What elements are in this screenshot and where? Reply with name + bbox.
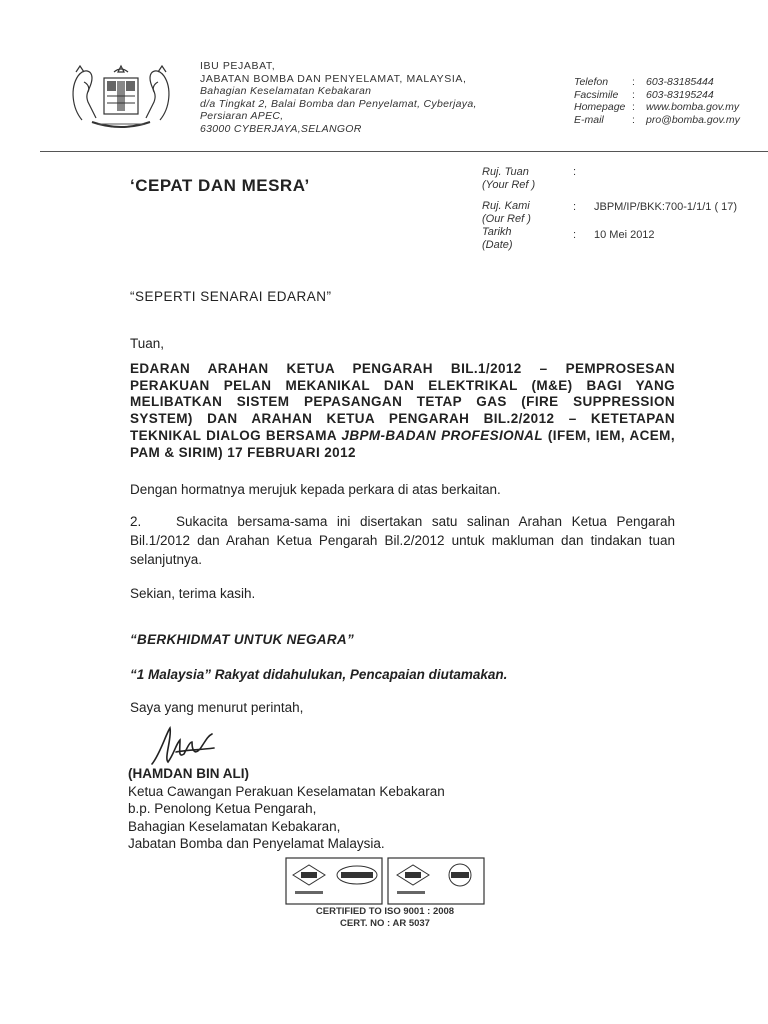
contact-row: Telefon : 603-83185444 [574, 76, 714, 88]
contact-label: E-mail [574, 113, 604, 126]
date-value: 10 Mei 2012 [594, 229, 655, 241]
your-ref-label-en: (Your Ref ) [482, 179, 536, 191]
date-label: Tarikh [482, 226, 512, 238]
contact-row: E-mail : pro@bomba.gov.my [574, 113, 740, 126]
our-ref-value: JBPM/IP/BKK:700-1/1/1 ( 17) [594, 201, 738, 213]
motto: ‘CEPAT DAN MESRA’ [130, 176, 310, 195]
subject-italic: JBPM-BADAN PROFESIONAL [341, 427, 543, 443]
contact-label: Telefon [574, 76, 609, 88]
our-ref-label: Ruj. Kami [482, 200, 530, 212]
signatory-line: b.p. Penolong Ketua Pengarah, [128, 801, 317, 817]
contact-value: 603-83195244 [646, 88, 714, 101]
signature-icon [146, 724, 218, 770]
paragraph-1: Dengan hormatnya merujuk kepada perkara di atas berkaitan. [130, 482, 501, 497]
contact-label: Homepage [574, 101, 626, 113]
sign-off: Saya yang menurut perintah, [130, 700, 304, 715]
contact-row: Facsimile : 603-83195244 [574, 88, 714, 101]
slogan-berkhidmat: “BERKHIDMAT UNTUK NEGARA” [130, 632, 354, 647]
your-ref-label: Ruj. Tuan [482, 166, 529, 178]
contact-row: Homepage : www.bomba.gov.my [574, 101, 740, 113]
certification-line: CERTIFIED TO ISO 9001 : 2008 [315, 906, 455, 917]
salutation: Tuan, [130, 336, 165, 351]
header-divider [40, 151, 768, 152]
certification-logos-icon [285, 857, 485, 905]
org-line: IBU PEJABAT, [200, 60, 276, 72]
recipient: “SEPERTI SENARAI EDARAN” [130, 289, 332, 304]
paragraph-number: 2. [130, 514, 142, 529]
organisation-header [200, 60, 477, 135]
address-line: d/a Tingkat 2, Balai Bomba dan Penyelamat, Cyberjaya, [200, 97, 477, 110]
signatory-line: Bahagian Keselamatan Kebakaran, [128, 818, 341, 834]
signatory-block [128, 765, 445, 853]
contact-value: pro@bomba.gov.my [646, 113, 740, 126]
reference-block: Ruj. Tuan (Your Ref ) : Ruj. Kami (Our Ref ) : JBPM/IP/BKK:700-1/1/1 ( 17) Tarikh (Date) : 10 Mei 2012 [482, 166, 738, 251]
closing: Sekian, terima kasih. [130, 586, 256, 601]
contact-value: www.bomba.gov.my [646, 101, 740, 113]
contact-label: Facsimile [574, 88, 619, 101]
coat-of-arms-icon [62, 58, 180, 132]
org-line: JABATAN BOMBA DAN PENYELAMAT, MALAYSIA, [200, 72, 467, 85]
address-line: Bahagian Keselamatan Kebakaran [200, 85, 372, 97]
subject-text: EDARAN ARAHAN KETUA PENGARAH BIL.1/2012 – PEMPROSESAN PERAKUAN PELAN MEKANIKAL DAN ELEKTRIKAL (M&E) BAGI YANG MELIBATKAN SISTEM PEPASANGAN TETAP GAS (FIRE SUPPRESSION SYSTEM) DAN ARAHAN KETUA PENGARAH BIL.2/2012 – KETETAPAN TEKNIKAL DIALOG BERSAMA [130, 361, 675, 443]
our-ref-label-en: (Our Ref ) [482, 213, 531, 225]
date-label-en: (Date) [482, 239, 513, 251]
slogan-1malaysia: “1 Malaysia” Rakyat didahulukan, Pencapaian diutamakan. [130, 667, 508, 682]
certification-number: CERT. NO : AR 5037 [340, 917, 430, 929]
contact-value: 603-83185444 [646, 76, 714, 88]
paragraph-2 [130, 512, 675, 569]
address-line: Persiaran APEC, [200, 110, 284, 122]
paragraph-2-text: Sukacita bersama-sama ini disertakan satu salinan Arahan Ketua Pengarah Bil.1/2012 dan Arahan Ketua Pengarah Bil.2/2012 untuk makluman dan tindakan tuan selanjutnya. [130, 514, 675, 567]
subject-text-end: (IFEM, IEM, ACEM, PAM & SIRIM) 17 FEBRUARI 2012 [130, 427, 675, 460]
address-line: 63000 CYBERJAYA,SELANGOR [200, 122, 362, 135]
signatory-line: Jabatan Bomba dan Penyelamat Malaysia. [128, 836, 385, 852]
certification-text [300, 906, 470, 929]
subject-heading [130, 361, 675, 461]
signatory-name: (HAMDAN BIN ALI) [128, 766, 249, 781]
signatory-line: Ketua Cawangan Perakuan Keselamatan Kebakaran [128, 783, 445, 799]
contact-block [574, 76, 740, 126]
